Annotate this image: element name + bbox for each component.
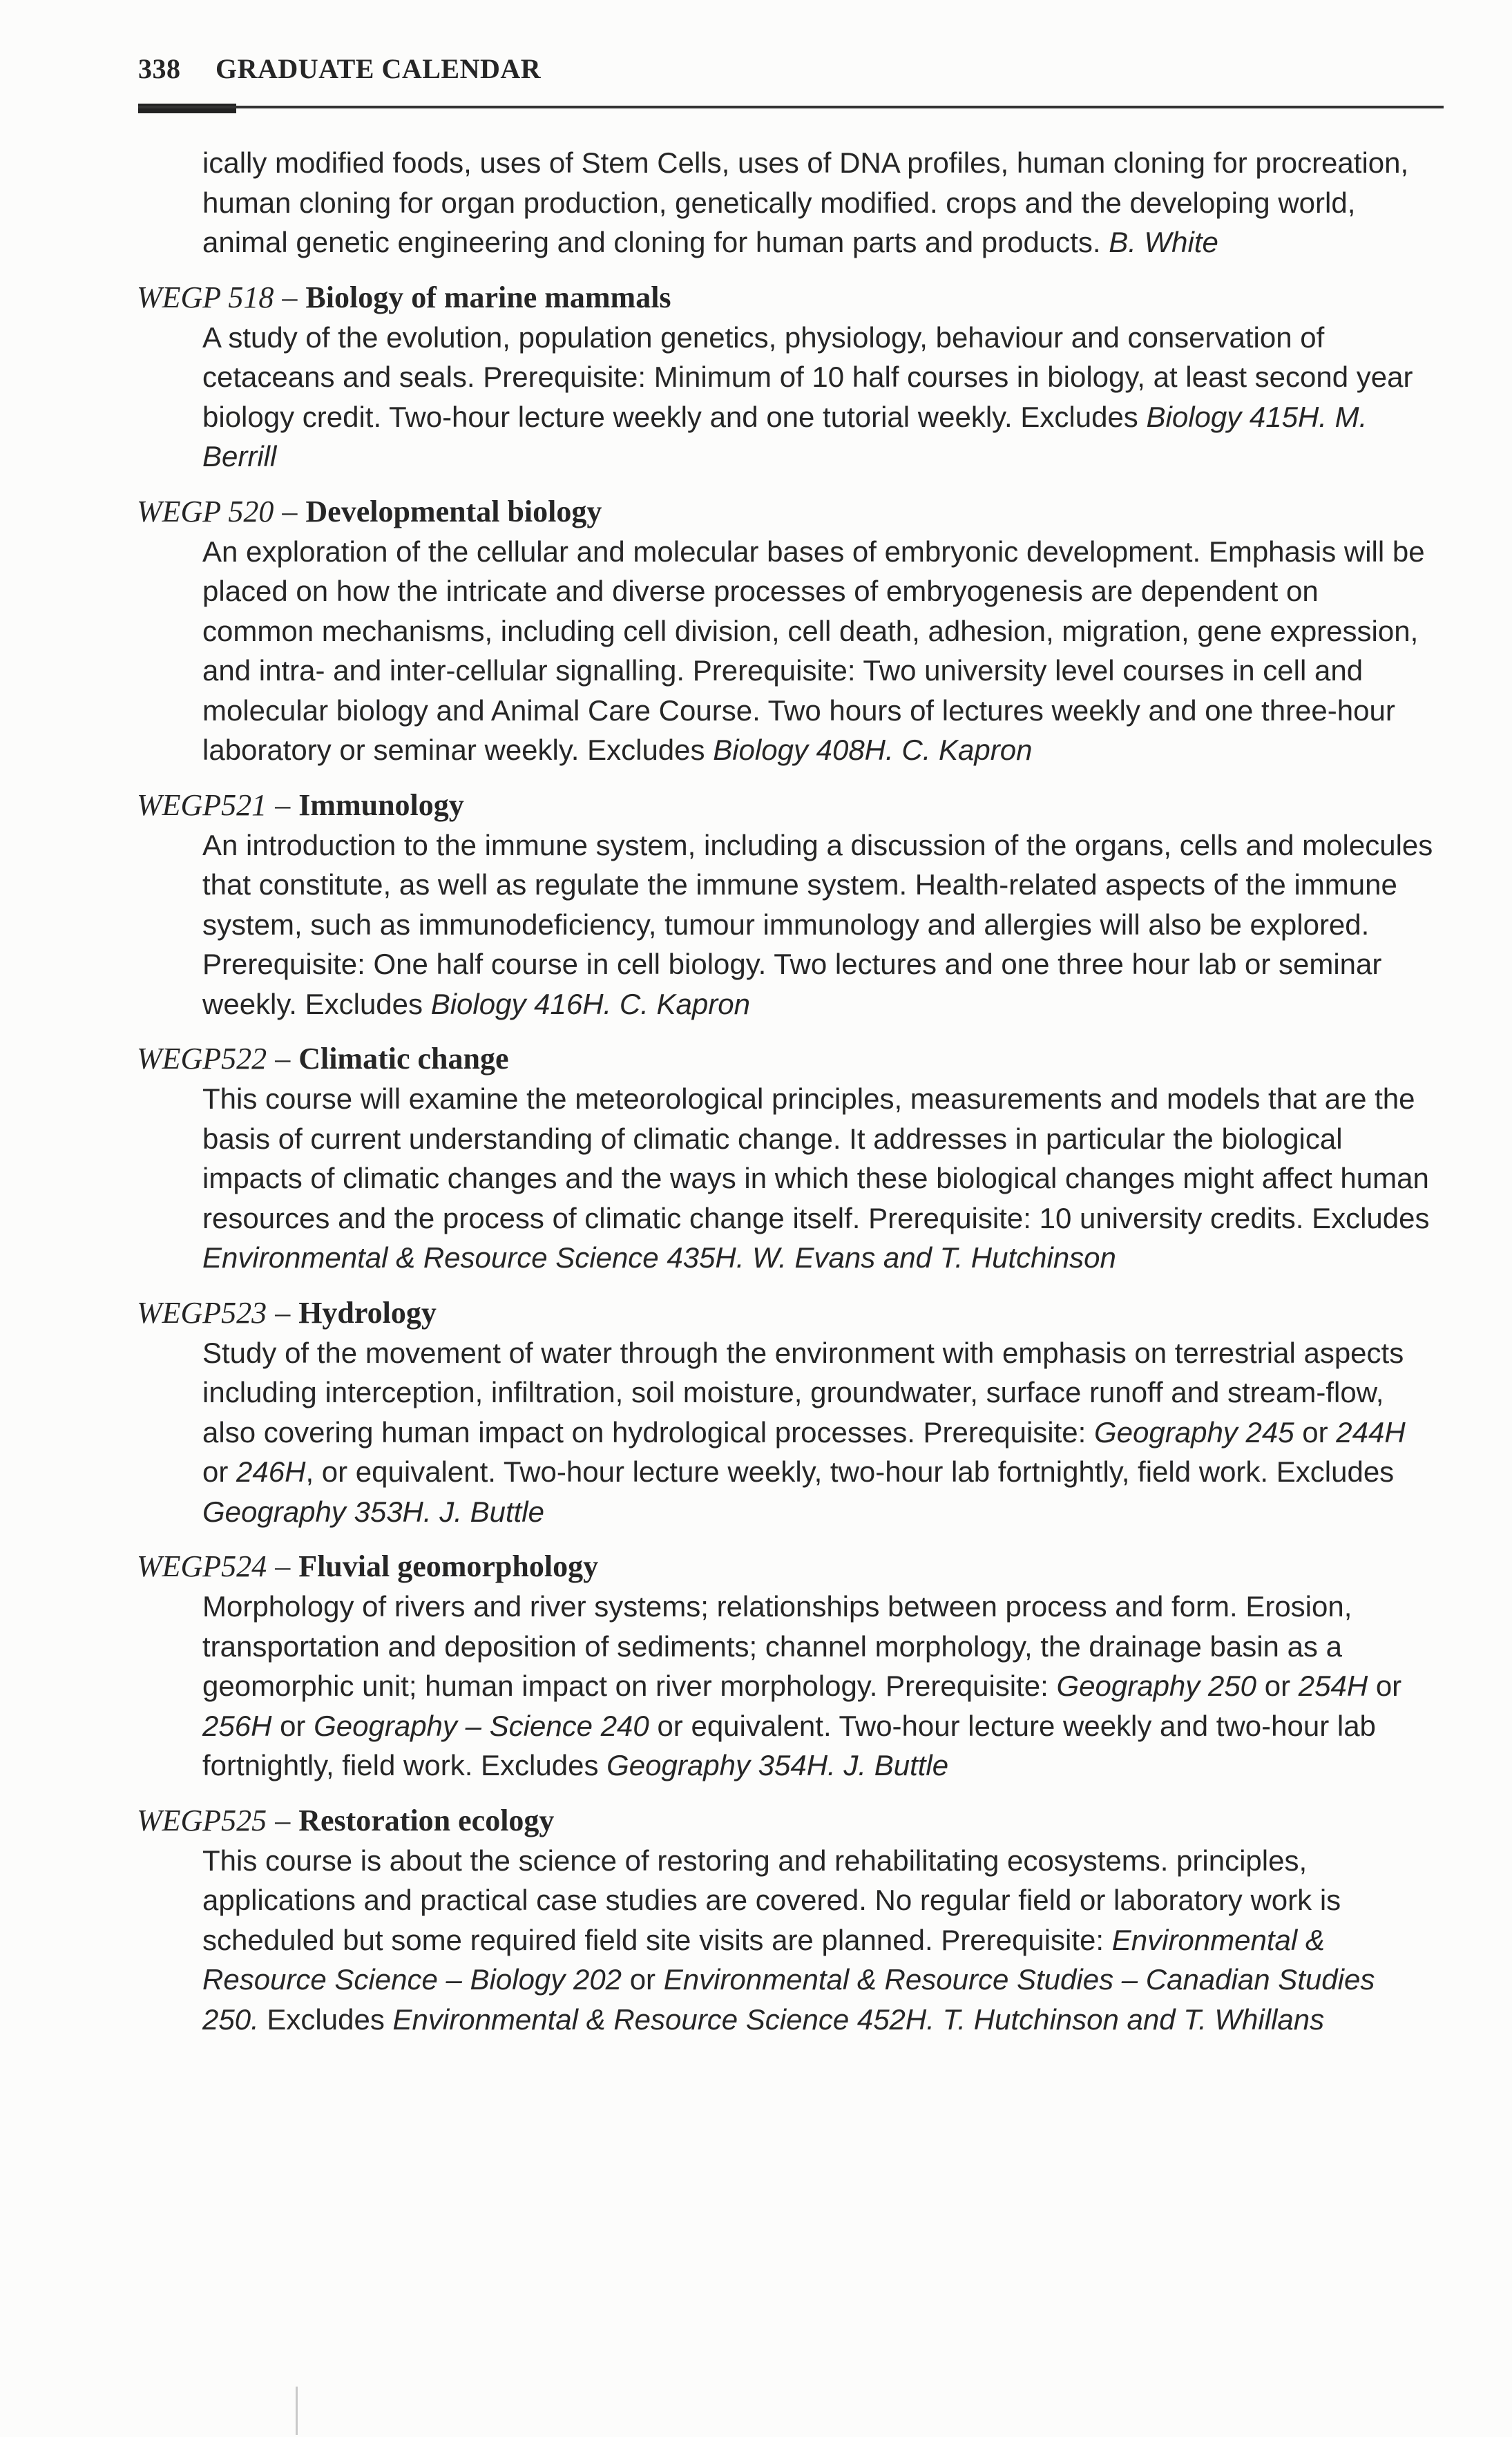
description-text: or: [280, 1709, 306, 1742]
course-instructor: J. Buttle: [439, 1495, 544, 1528]
prerequisite-reference: Geography 245: [1094, 1415, 1294, 1449]
course-instructor: M. Berrill: [202, 400, 1368, 472]
prerequisite-reference: Geography 250: [1056, 1670, 1257, 1702]
course-entry: [137, 1547, 1435, 1786]
course-description: [202, 1841, 1435, 2040]
course-title: Biology of marine mammals: [305, 280, 671, 314]
running-head: [138, 48, 1451, 90]
description-text: This course will examine the meteorological principles, measurements and models that are the basis of current understanding of climatic change. It addresses in particular the biological impacts of climatic changes and the ways in which these biological changes might affect human resources and the process of climatic change itself. Prerequisite: 10 university credits. Excludes: [202, 1082, 1430, 1234]
excludes-reference: Biology 415H.: [1146, 400, 1327, 433]
course-title: Hydrology: [298, 1295, 437, 1330]
header-rule: [138, 106, 1444, 108]
course-title: Climatic change: [298, 1042, 509, 1076]
excludes-reference: Environmental & Resource Science 435H.: [202, 1241, 745, 1274]
description-text: , or equivalent. Two-hour lecture weekly, two-hour lab fortnightly, field work. Excludes: [305, 1455, 1395, 1488]
course-description: [202, 825, 1435, 1024]
course-description: [202, 1587, 1435, 1786]
excludes-reference: Geography 353H.: [202, 1495, 432, 1528]
course-instructor: J. Buttle: [843, 1749, 949, 1781]
description-text: or: [1264, 1670, 1291, 1702]
excludes-reference: Geography 354H.: [606, 1749, 836, 1781]
course-instructor: W. Evans and T. Hutchinson: [752, 1241, 1116, 1274]
course-entry: [137, 278, 1435, 477]
course-entry: [137, 1801, 1435, 2040]
description-text: or: [202, 1455, 229, 1488]
course-heading: WEGP523 – Hydrology: [137, 1295, 437, 1330]
prerequisite-reference: 254H: [1298, 1670, 1368, 1702]
course-entry: [137, 1293, 1435, 1532]
course-title: Developmental biology: [305, 494, 602, 528]
course-entry: [137, 785, 1435, 1024]
continued-text: ically modified foods, uses of Stem Cells, uses of DNA profiles, human cloning for procreation, human cloning for organ production, genetically modified. crops and the developing world, animal genetic engineering and cloning for human parts and products.: [202, 146, 1409, 258]
course-title: Fluvial geomorphology: [298, 1549, 599, 1583]
course-heading: WEGP 520 – Developmental biology: [137, 494, 602, 528]
course-description: [202, 1079, 1435, 1278]
prerequisite-reference: Geography – Science 240: [314, 1709, 649, 1742]
description-text: An introduction to the immune system, including a discussion of the organs, cells and molecules that constitute, as well as regulate the immune system. Health-related aspects of the immune system, such as immunodeficiency, tumour immunology and allergies will also be explored. Prerequisite: One half course in cell biology. Two lectures and one three hour lab or seminar weekly. Excludes: [202, 828, 1433, 1020]
course-code: WEGP524: [137, 1549, 267, 1583]
prerequisite-reference: 246H: [236, 1455, 306, 1488]
course-heading: WEGP525 – Restoration ecology: [137, 1803, 555, 1837]
header-title: GRADUATE CALENDAR: [216, 53, 542, 84]
course-description: [202, 318, 1435, 477]
course-code: WEGP521: [137, 787, 267, 822]
page-content: [137, 143, 1435, 2054]
course-instructor: C. Kapron: [619, 987, 750, 1020]
continued-description: [202, 143, 1435, 262]
course-title: Restoration ecology: [298, 1803, 555, 1837]
course-heading: WEGP 518 – Biology of marine mammals: [137, 280, 671, 314]
continued-instructor: B. White: [1109, 226, 1218, 258]
description-text: Morphology of rivers and river systems; relationships between process and form. Erosion, transportation and deposition of sediments; channel morphology, the drainage basin as a geomorphic unit; human impact on river morphology. Prerequisite:: [202, 1590, 1352, 1702]
description-text: Excludes: [267, 2003, 385, 2036]
prerequisite-reference: 256H: [202, 1709, 272, 1742]
description-text: An exploration of the cellular and molecular bases of embryonic development. Emphasis will be placed on how the intricate and diverse processes of embryogenesis are dependent on common mechanisms, including cell division, cell death, adhesion, migration, gene expression, and intra- and inter-cellular signalling. Prerequisite: Two university level courses in cell and molecular biology and Animal Care Course. Two hours of lectures weekly and one three-hour laboratory or seminar weekly. Excludes: [202, 535, 1425, 766]
binding-mark: [296, 2387, 298, 2435]
excludes-reference: Environmental & Resource Science 452H.: [392, 2003, 935, 2036]
course-entry: [137, 492, 1435, 770]
course-code: WEGP 518: [137, 280, 274, 314]
course-code: WEGP523: [137, 1295, 267, 1330]
page-number: 338: [138, 53, 181, 84]
course-instructor: T. Hutchinson and T. Whillans: [942, 2003, 1325, 2036]
description-text: This course is about the science of restoring and rehabilitating ecosystems. principles, applications and practical case studies are covered. No regular field or laboratory work is scheduled but some required field site visits are planned. Prerequisite:: [202, 1844, 1341, 1956]
description-text: or: [1302, 1415, 1328, 1449]
course-description: [202, 1333, 1435, 1532]
prerequisite-reference: Environmental & Resource Science – Biology 202: [202, 1923, 1325, 1996]
excludes-reference: Biology 416H.: [430, 987, 612, 1020]
course-heading: WEGP521 – Immunology: [137, 787, 464, 822]
prerequisite-reference: 244H: [1336, 1415, 1406, 1449]
description-text: or equivalent. Two-hour lecture weekly and two-hour lab fortnightly, field work. Excludes: [202, 1709, 1376, 1781]
course-code: WEGP522: [137, 1042, 267, 1076]
prerequisite-reference: Environmental & Resource Studies – Canadian Studies 250.: [202, 1963, 1375, 2036]
course-code: WEGP525: [137, 1803, 267, 1837]
course-instructor: C. Kapron: [901, 734, 1033, 766]
description-text: Study of the movement of water through the environment with emphasis on terrestrial aspects including interception, infiltration, soil moisture, groundwater, surface runoff and stream-flow, also covering human impact on hydrological processes. Prerequisite:: [202, 1336, 1404, 1449]
course-entry: [137, 1039, 1435, 1278]
description-text: or: [629, 1963, 656, 1996]
excludes-reference: Biology 408H.: [713, 734, 894, 766]
course-code: WEGP 520: [137, 494, 274, 528]
course-description: [202, 532, 1435, 770]
description-text: or: [1375, 1670, 1402, 1702]
course-heading: WEGP522 – Climatic change: [137, 1042, 509, 1076]
description-text: A study of the evolution, population genetics, physiology, behaviour and conservation of cetaceans and seals. Prerequisite: Minimum of 10 half courses in biology, at least second year biology credit. Two-hour lecture weekly and one tutorial weekly. Excludes: [202, 321, 1413, 433]
course-title: Immunology: [298, 787, 464, 822]
course-heading: WEGP524 – Fluvial geomorphology: [137, 1549, 599, 1583]
